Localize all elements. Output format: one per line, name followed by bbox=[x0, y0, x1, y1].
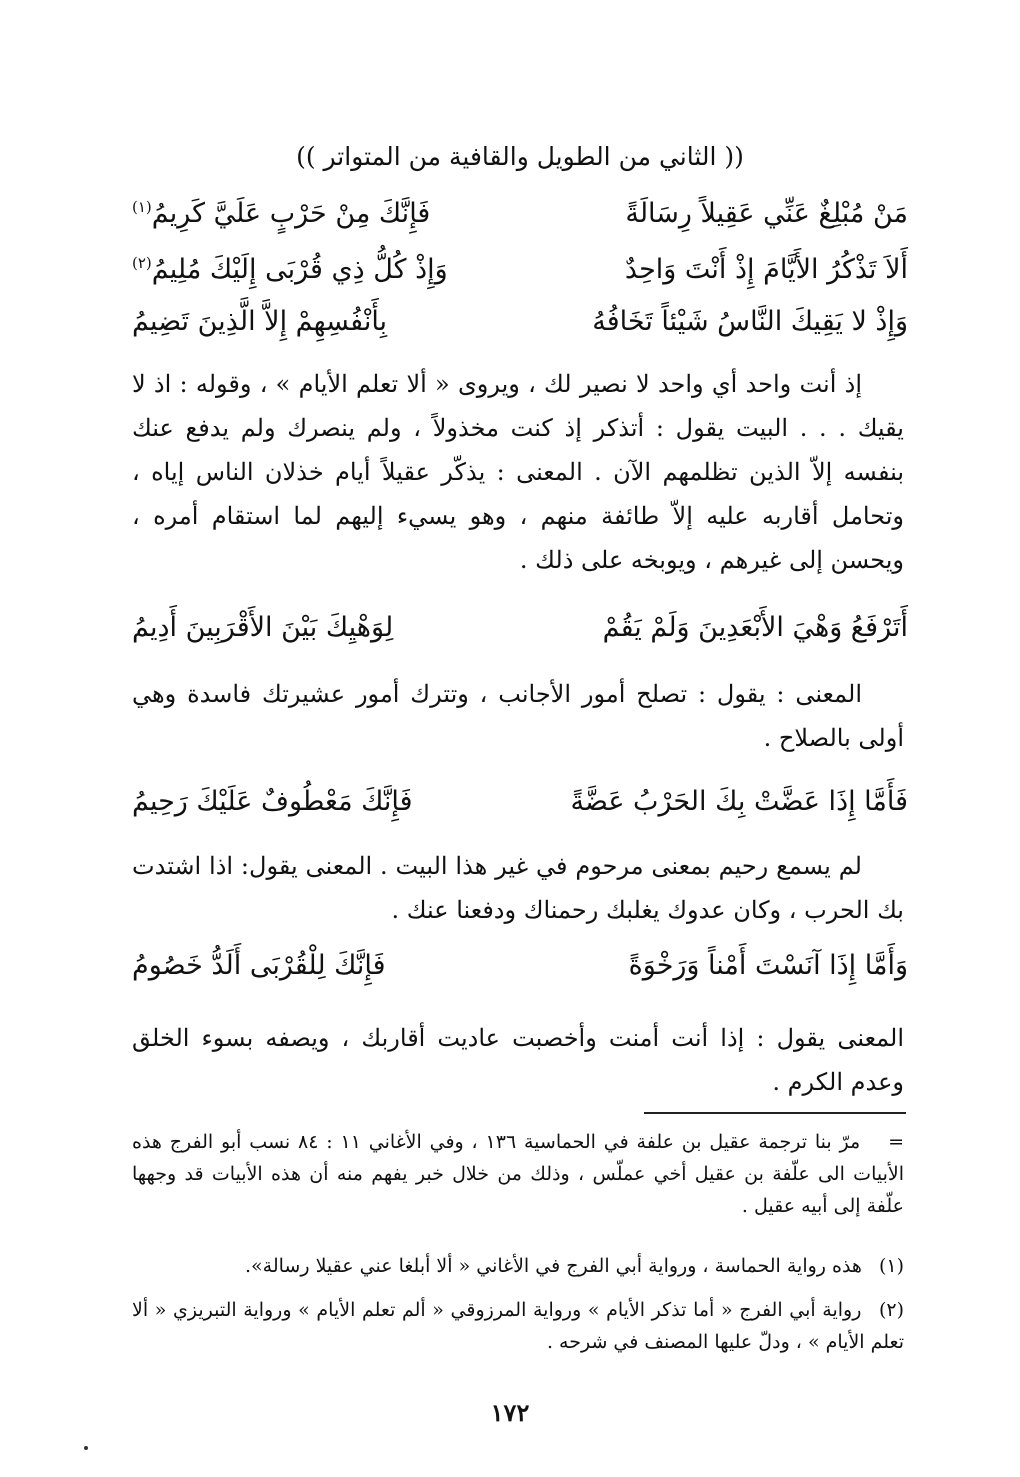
commentary-3-text: لم يسمع رحيم بمعنى مرحوم في غير هذا البيت . المعنى يقول: اذا اشتدت بك الحرب ، وكان عدوك يغلبك رحمناك ودفعنا عنك . bbox=[132, 852, 904, 924]
verse-line-1 bbox=[132, 198, 908, 229]
footnote-continued-marker: = bbox=[888, 1131, 905, 1153]
commentary-paragraph-3 bbox=[132, 844, 904, 932]
verse-line-3 bbox=[132, 306, 908, 337]
verse-2-first-hemistich: أَلاَ تَذْكُرُ الأَيَّامَ إِذْ أَنْتَ وَاحِدٌ bbox=[624, 254, 908, 285]
footnote-continued bbox=[132, 1126, 904, 1222]
footnote-ref-2: (٢) bbox=[132, 254, 152, 272]
commentary-paragraph-4 bbox=[132, 1016, 904, 1104]
verse-line-6 bbox=[132, 950, 908, 981]
verse-line-4 bbox=[132, 612, 908, 643]
verse-4-second-hemistich: لِوَهْيِكَ بَيْنَ الأَقْرَبِينَ أَدِيمُ bbox=[132, 612, 394, 643]
verse-line-2 bbox=[132, 254, 908, 285]
footnote-1-marker: (١) bbox=[878, 1255, 904, 1277]
commentary-paragraph-2 bbox=[132, 672, 904, 760]
verse-1-first-hemistich: مَنْ مُبْلِغٌ عَنِّي عَقِيلاً رِسَالَةً bbox=[625, 198, 908, 229]
footnote-ref-1: (١) bbox=[132, 198, 152, 216]
commentary-1-text: إذ أنت واحد أي واحد لا نصير لك ، ويروى « ألا تعلم الأيام » ، وقوله : اذ لا يقيك . . . البيت يقول : أتذكر إذ كنت مخذولاً ، ولم ينصرك ولم يدفع عنك بنفسه إلاّ الذين تظلمهم الآن . المعنى : يذكّر عقيلاً أيام خذلان الناس إياه ، وتحامل أقاربه عليه إلاّ طائفة منهم ، وهو يسيء إليهم لما استقام أمره ، ويحسن إلى غيرهم ، ويوبخه على ذلك . bbox=[132, 370, 905, 574]
verse-1-second-text: فَإِنَّكَ مِنْ حَرْبٍ عَلَيَّ كَرِيمُ bbox=[151, 198, 431, 229]
section-heading: (( الثاني من الطويل والقافية من المتواتر )) bbox=[296, 142, 744, 171]
verse-2-second-text: وَإِذْ كُلُّ ذِي قُرْبَى إِلَيْكَ مُلِيمُ bbox=[151, 254, 448, 285]
verse-3-first-hemistich: وَإِذْ لا يَقِيكَ النَّاسُ شَيْئاً تَخَافُهُ bbox=[592, 306, 908, 337]
verse-1-second-hemistich bbox=[132, 198, 430, 229]
footnote-continued-text: مرّ بنا ترجمة عقيل بن علفة في الحماسية ١٣٦ ، وفي الأغاني ١١ : ٨٤ نسب أبو الفرج هذه الأبيات الى علّفة بن عقيل أخي عملّس ، وذلك من خلال خبر يفهم منه أن هذه الأبيات قد وجهها علّفة إلى أبيه عقيل . bbox=[132, 1131, 904, 1217]
footnote-1 bbox=[132, 1250, 904, 1282]
commentary-paragraph-1 bbox=[132, 362, 904, 582]
footnote-2 bbox=[132, 1294, 904, 1358]
page-number: ١٧٢ bbox=[490, 1398, 530, 1427]
verse-3-second-hemistich: بِأَنْفُسِهِمْ إِلاَّ الَّذِينَ تَضِيمُ bbox=[132, 306, 388, 337]
verse-6-first-hemistich: وَأَمَّا إِذَا آنَسْتَ أَمْناً وَرَخْوَةً bbox=[628, 950, 908, 981]
footnote-separator bbox=[644, 1112, 906, 1114]
verse-line-5 bbox=[132, 786, 908, 817]
footnote-2-text: رواية أبي الفرج « أما تذكر الأيام » ورواية المرزوقي « ألم تعلم الأيام » ورواية التبريزي « ألا تعلم الأيام » ، ودلّ عليها المصنف في شرحه . bbox=[132, 1299, 904, 1353]
verse-2-second-hemistich bbox=[132, 254, 448, 285]
footnote-1-text: هذه رواية الحماسة ، ورواية أبي الفرج في الأغاني « ألا أبلغا عني عقيلا رسالة». bbox=[245, 1255, 862, 1277]
scan-speck bbox=[84, 1446, 88, 1450]
verse-6-second-hemistich: فَإِنَّكَ لِلْقُرْبَى أَلَدُّ خَصُومُ bbox=[132, 950, 386, 981]
verse-5-first-hemistich: فَأَمَّا إِذَا عَضَّتْ بِكَ الحَرْبُ عَضَّةً bbox=[570, 786, 908, 817]
verse-4-first-hemistich: أَتَرْفَعُ وَهْيَ الأَبْعَدِينَ وَلَمْ يَقُمْ bbox=[602, 612, 908, 643]
footnote-2-marker: (٢) bbox=[878, 1299, 904, 1321]
verse-5-second-hemistich: فَإِنَّكَ مَعْطُوفٌ عَلَيْكَ رَحِيمُ bbox=[132, 786, 413, 817]
commentary-4-text: المعنى يقول : إذا أنت أمنت وأخصبت عاديت أقاربك ، ويصفه بسوء الخلق وعدم الكرم . bbox=[132, 1024, 904, 1096]
commentary-2-text: المعنى : يقول : تصلح أمور الأجانب ، وتترك أمور عشيرتك فاسدة وهي أولى بالصلاح . bbox=[132, 680, 904, 752]
